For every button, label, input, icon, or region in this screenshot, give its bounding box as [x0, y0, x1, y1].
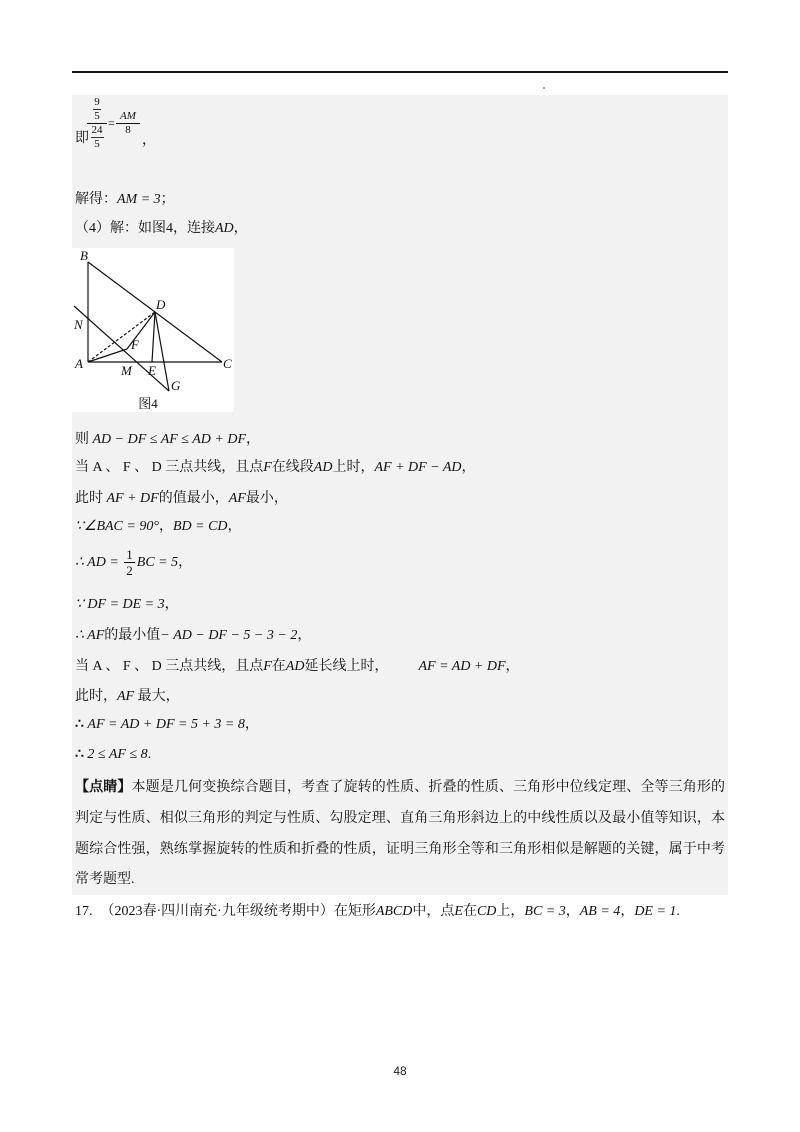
inner-denominator: 5	[94, 110, 100, 122]
text-run: （2023春·四川南充·九年级统考期中）在矩形	[100, 904, 376, 919]
solution-line	[75, 656, 520, 678]
math-expression: AB = 4	[579, 904, 621, 919]
prefix-text: 即	[75, 131, 89, 146]
text-run: 在	[462, 904, 477, 919]
text-run: ，	[246, 432, 261, 447]
solution-line	[75, 546, 192, 580]
text-run: ∴	[75, 747, 88, 762]
segment-ad-dashed	[88, 312, 155, 362]
solution-line	[75, 218, 248, 240]
text-run: ，	[565, 904, 580, 919]
text-run: 常考题型.	[75, 872, 135, 887]
math-expression: − AD − DF − 5 − 3 − 2	[160, 628, 298, 643]
text-run: ，	[297, 628, 312, 643]
math-expression: ABCD	[375, 904, 413, 919]
point-label-g: G	[171, 378, 181, 393]
math-expression: BC = 3	[524, 904, 566, 919]
text-run: ；	[160, 192, 175, 207]
point-label-e: E	[148, 363, 156, 378]
point-label-d: D	[156, 297, 166, 312]
fraction-numerator	[87, 96, 107, 124]
text-run: 上时，	[332, 460, 375, 475]
math-expression: ∴ AF	[75, 628, 105, 643]
math-expression: AF = AD + DF	[418, 659, 506, 674]
inner-numerator: 9	[94, 96, 100, 108]
rhs-denominator: 8	[125, 124, 131, 136]
text-run: ，	[505, 659, 520, 674]
point-label-n: N	[74, 317, 83, 332]
comment-line	[75, 777, 725, 799]
text-run: .	[147, 747, 152, 762]
header-rule	[72, 71, 728, 73]
inner-fraction	[93, 96, 101, 123]
solution-line	[75, 594, 179, 616]
math-expression: AF + DF − AD	[374, 460, 462, 475]
page-number: 48	[393, 1064, 407, 1078]
math-expression: AD	[285, 659, 305, 674]
text-run: 当 A 、 F 、 D 三点共线，且点	[75, 659, 264, 674]
text-run: ，	[461, 460, 476, 475]
text-run: 【点睛】	[75, 780, 132, 795]
math-expression: ∴ AD =	[75, 555, 123, 570]
text-run: ，	[233, 221, 248, 236]
comment-line	[75, 839, 725, 861]
math-expression: 2 ≤ AF ≤ 8	[87, 747, 148, 762]
math-expression: AF	[117, 689, 135, 704]
text-run: 的最小值	[104, 628, 161, 643]
math-expression: AM = 3	[117, 192, 161, 207]
text-run: ，	[620, 904, 635, 919]
inner-fraction	[91, 124, 104, 151]
rhs-numerator: AM	[116, 110, 140, 124]
math-expression: AD − DF ≤ AF ≤ AD + DF	[92, 432, 247, 447]
text-run: ，	[178, 555, 193, 570]
segment-dg	[155, 312, 169, 391]
comment-line	[75, 869, 135, 891]
text-run: 题综合性强，熟练掌握旋转的性质和折叠的性质，证明三角形全等和三角形相似是解题的关键，属于中考	[75, 842, 725, 857]
solution-line	[75, 714, 259, 736]
inner-denominator: 5	[94, 138, 100, 150]
text-run: 解得：	[75, 192, 117, 207]
equals-sign: =	[108, 116, 115, 130]
math-expression: ∵∠BAC = 90°	[75, 519, 159, 534]
text-run: 在线段	[271, 460, 314, 475]
text-run: 当 A 、 F 、 D 三点共线，且点	[75, 460, 264, 475]
text-run: .	[676, 904, 680, 919]
inner-numerator: 24	[91, 124, 103, 136]
segment-af	[88, 349, 127, 362]
point-label-b: B	[80, 248, 88, 263]
text-run: 此时	[75, 491, 107, 506]
text-run: 17.	[75, 904, 93, 919]
solution-line	[75, 429, 260, 451]
math-expression: AD	[313, 460, 333, 475]
text-run: ∴	[75, 717, 88, 732]
solution-line	[75, 625, 311, 647]
figure-svg	[72, 248, 234, 412]
solution-line	[75, 744, 151, 766]
text-run: 中，点	[412, 904, 455, 919]
text-run: 延长线上时，	[304, 659, 389, 674]
math-expression: BC = 5	[136, 555, 179, 570]
fraction-denominator: 2	[126, 563, 133, 579]
text-run: 最大，	[134, 689, 180, 704]
fraction-denominator	[87, 124, 107, 151]
geometry-figure	[72, 248, 234, 412]
fraction	[124, 547, 135, 578]
math-expression: AF = AD + DF = 5 + 3 = 8	[87, 717, 245, 732]
comment-line	[75, 808, 725, 830]
solution-line	[75, 488, 288, 510]
figure-caption: 图4	[138, 396, 158, 411]
math-expression: AF	[228, 491, 246, 506]
text-run: 上，	[496, 904, 525, 919]
point-label-m: M	[121, 363, 132, 378]
rhs-fraction	[116, 110, 140, 137]
point-label-c: C	[223, 356, 232, 371]
math-expression: F	[263, 659, 272, 674]
text-run: 最小，	[245, 491, 288, 506]
text-run: 的值最小，	[158, 491, 229, 506]
text-run: 此时，	[75, 689, 117, 704]
math-expression: AF + DF	[106, 491, 159, 506]
math-expression: CD	[476, 904, 497, 919]
text-run: ，	[164, 597, 179, 612]
text-run: ，	[244, 717, 259, 732]
text-run: （4）解：如图4，连接	[75, 221, 215, 236]
text-run: 判定与性质、相似三角形的判定与性质、勾股定理、直角三角形斜边上的中线性质以及最小值等知识，本	[75, 811, 725, 826]
complex-fraction	[87, 96, 107, 151]
segment-de	[152, 312, 155, 362]
comma: ，	[142, 133, 156, 148]
solution-line	[75, 686, 180, 708]
fraction-numerator: 1	[126, 547, 133, 563]
solution-line	[75, 457, 476, 479]
text-run: ，	[158, 519, 173, 534]
question-line	[75, 901, 680, 923]
math-expression: AD	[215, 221, 234, 236]
text-run: ，	[227, 519, 242, 534]
math-expression: BD = CD	[172, 519, 228, 534]
page-mark	[543, 87, 545, 89]
math-expression: ∵ DF = DE = 3	[75, 597, 165, 612]
text-run: 本题是几何变换综合题目，考查了旋转的性质、折叠的性质、三角形中位线定理、全等三角形的	[131, 780, 726, 795]
math-expression: DE = 1	[634, 904, 677, 919]
solution-line	[75, 516, 242, 538]
math-expression: F	[263, 460, 272, 475]
math-expression: E	[454, 904, 463, 919]
text-run: 则	[75, 432, 93, 447]
point-label-f: F	[131, 337, 139, 352]
text-run: 在	[271, 659, 286, 674]
point-label-a: A	[75, 356, 83, 371]
solution-line	[75, 189, 175, 211]
